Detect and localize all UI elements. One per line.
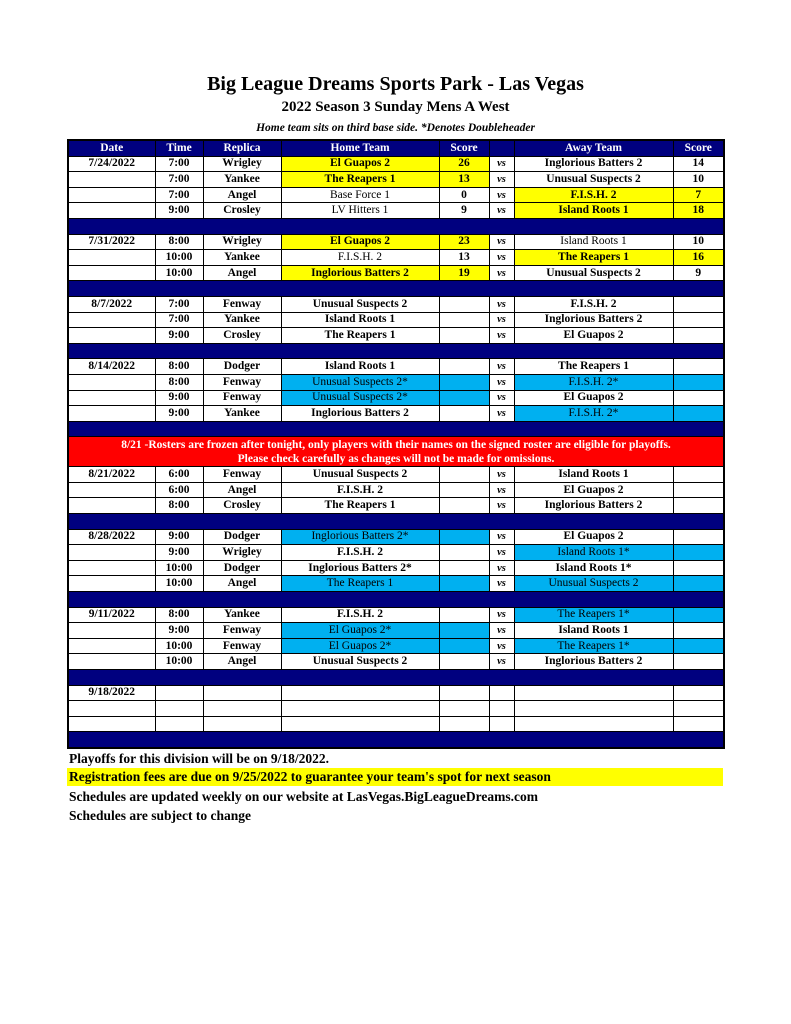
home-score-cell bbox=[439, 545, 489, 561]
change-note: Schedules are subject to change bbox=[69, 808, 251, 823]
home-team-cell bbox=[281, 701, 439, 717]
home-team-cell: F.I.S.H. 2 bbox=[281, 250, 439, 266]
date-cell bbox=[68, 638, 155, 654]
time-cell: 9:00 bbox=[155, 623, 203, 639]
date-cell bbox=[68, 406, 155, 422]
home-team-cell: The Reapers 1 bbox=[281, 328, 439, 344]
game-row bbox=[68, 545, 724, 561]
game-row bbox=[68, 312, 724, 328]
home-score-cell bbox=[439, 482, 489, 498]
away-team-cell: Island Roots 1 bbox=[514, 467, 673, 483]
home-score-cell bbox=[439, 607, 489, 623]
home-team-cell: F.I.S.H. 2 bbox=[281, 607, 439, 623]
date-cell bbox=[68, 498, 155, 514]
game-row bbox=[68, 623, 724, 639]
time-cell: 9:00 bbox=[155, 328, 203, 344]
home-score-cell bbox=[439, 406, 489, 422]
time-cell: 7:00 bbox=[155, 187, 203, 203]
col-replica: Replica bbox=[203, 140, 281, 156]
home-team-cell: Base Force 1 bbox=[281, 187, 439, 203]
away-score-cell: 14 bbox=[673, 156, 724, 172]
away-team-cell: The Reapers 1 bbox=[514, 250, 673, 266]
away-team-cell: Island Roots 1 bbox=[514, 623, 673, 639]
replica-cell: Angel bbox=[203, 265, 281, 281]
home-team-cell: Island Roots 1 bbox=[281, 312, 439, 328]
away-score-cell bbox=[673, 638, 724, 654]
away-team-cell: F.I.S.H. 2 bbox=[514, 187, 673, 203]
date-cell bbox=[68, 576, 155, 592]
roster-notice-line2: Please check carefully as changes will not be made for omissions. bbox=[237, 452, 555, 465]
date-cell bbox=[68, 482, 155, 498]
away-team-cell: The Reapers 1* bbox=[514, 607, 673, 623]
home-score-cell: 9 bbox=[439, 203, 489, 219]
home-score-cell bbox=[439, 312, 489, 328]
website-note: Schedules are updated weekly on our website at LasVegas.BigLeagueDreams.com bbox=[69, 789, 539, 804]
away-score-cell bbox=[673, 312, 724, 328]
date-cell bbox=[68, 203, 155, 219]
game-row bbox=[68, 156, 724, 172]
replica-cell: Angel bbox=[203, 187, 281, 203]
vs-cell: vs bbox=[489, 234, 514, 250]
replica-cell: Fenway bbox=[203, 623, 281, 639]
date-cell: 8/14/2022 bbox=[68, 359, 155, 375]
replica-cell: Wrigley bbox=[203, 234, 281, 250]
home-team-cell: F.I.S.H. 2 bbox=[281, 482, 439, 498]
vs-cell bbox=[489, 685, 514, 701]
game-row bbox=[68, 529, 724, 545]
home-score-cell: 13 bbox=[439, 250, 489, 266]
away-score-cell bbox=[673, 359, 724, 375]
away-score-cell: 18 bbox=[673, 203, 724, 219]
week-separator bbox=[68, 343, 724, 359]
away-score-cell bbox=[673, 560, 724, 576]
home-team-cell: El Guapos 2* bbox=[281, 638, 439, 654]
away-team-cell bbox=[514, 685, 673, 701]
time-cell: 8:00 bbox=[155, 374, 203, 390]
time-cell: 8:00 bbox=[155, 607, 203, 623]
home-score-cell bbox=[439, 374, 489, 390]
time-cell: 10:00 bbox=[155, 560, 203, 576]
date-cell bbox=[68, 250, 155, 266]
vs-cell: vs bbox=[489, 296, 514, 312]
game-row bbox=[68, 406, 724, 422]
home-score-cell: 0 bbox=[439, 187, 489, 203]
date-cell bbox=[68, 560, 155, 576]
game-row bbox=[68, 576, 724, 592]
home-score-cell bbox=[439, 654, 489, 670]
home-team-cell: LV Hitters 1 bbox=[281, 203, 439, 219]
vs-cell: vs bbox=[489, 482, 514, 498]
vs-cell: vs bbox=[489, 172, 514, 188]
home-team-cell: Unusual Suspects 2 bbox=[281, 296, 439, 312]
date-cell bbox=[68, 716, 155, 732]
home-team-cell: Unusual Suspects 2 bbox=[281, 467, 439, 483]
week-separator bbox=[68, 670, 724, 686]
home-team-cell: Inglorious Batters 2 bbox=[281, 406, 439, 422]
time-cell: 10:00 bbox=[155, 638, 203, 654]
game-row bbox=[68, 607, 724, 623]
game-row bbox=[68, 716, 724, 732]
away-score-cell bbox=[673, 607, 724, 623]
game-row bbox=[68, 701, 724, 717]
game-row bbox=[68, 390, 724, 406]
away-score-cell bbox=[673, 482, 724, 498]
vs-cell: vs bbox=[489, 498, 514, 514]
replica-cell: Fenway bbox=[203, 467, 281, 483]
date-cell bbox=[68, 328, 155, 344]
vs-cell: vs bbox=[489, 529, 514, 545]
week-separator bbox=[68, 421, 724, 437]
roster-notice-line1: 8/21 -Rosters are frozen after tonight, only players with their names on the signed roster are eligible for playoffs. bbox=[121, 438, 671, 451]
away-team-cell: Island Roots 1* bbox=[514, 545, 673, 561]
replica-cell: Crosley bbox=[203, 498, 281, 514]
home-score-cell: 19 bbox=[439, 265, 489, 281]
home-score-cell bbox=[439, 390, 489, 406]
game-row bbox=[68, 638, 724, 654]
home-score-cell bbox=[439, 467, 489, 483]
time-cell: 7:00 bbox=[155, 172, 203, 188]
game-row bbox=[68, 234, 724, 250]
home-team-cell: F.I.S.H. 2 bbox=[281, 545, 439, 561]
vs-cell: vs bbox=[489, 654, 514, 670]
page-subtitle: 2022 Season 3 Sunday Mens A West bbox=[281, 99, 510, 115]
time-cell: 6:00 bbox=[155, 482, 203, 498]
home-team-cell: The Reapers 1 bbox=[281, 172, 439, 188]
col-away-team: Away Team bbox=[514, 140, 673, 156]
col-away-score: Score bbox=[673, 140, 724, 156]
playoffs-note: Playoffs for this division will be on 9/18/2022. bbox=[69, 751, 330, 766]
vs-cell: vs bbox=[489, 328, 514, 344]
vs-cell: vs bbox=[489, 187, 514, 203]
home-team-cell: Unusual Suspects 2* bbox=[281, 374, 439, 390]
vs-cell: vs bbox=[489, 560, 514, 576]
schedule-body bbox=[68, 156, 724, 748]
away-score-cell bbox=[673, 406, 724, 422]
game-row bbox=[68, 296, 724, 312]
replica-cell: Yankee bbox=[203, 406, 281, 422]
away-score-cell bbox=[673, 498, 724, 514]
game-row bbox=[68, 685, 724, 701]
replica-cell bbox=[203, 716, 281, 732]
time-cell: 8:00 bbox=[155, 359, 203, 375]
away-team-cell: El Guapos 2 bbox=[514, 328, 673, 344]
home-team-note: Home team sits on third base side. *Denotes Doubleheader bbox=[256, 122, 535, 134]
date-cell bbox=[68, 187, 155, 203]
away-team-cell bbox=[514, 716, 673, 732]
date-cell: 7/24/2022 bbox=[68, 156, 155, 172]
home-score-cell: 23 bbox=[439, 234, 489, 250]
separator-cell bbox=[68, 670, 724, 686]
time-cell: 8:00 bbox=[155, 498, 203, 514]
away-team-cell: F.I.S.H. 2 bbox=[514, 296, 673, 312]
time-cell: 9:00 bbox=[155, 203, 203, 219]
replica-cell: Fenway bbox=[203, 374, 281, 390]
time-cell: 10:00 bbox=[155, 576, 203, 592]
date-cell bbox=[68, 172, 155, 188]
separator-cell bbox=[68, 421, 724, 437]
home-score-cell: 26 bbox=[439, 156, 489, 172]
date-cell bbox=[68, 701, 155, 717]
replica-cell: Crosley bbox=[203, 328, 281, 344]
game-row bbox=[68, 482, 724, 498]
date-cell bbox=[68, 265, 155, 281]
time-cell: 9:00 bbox=[155, 406, 203, 422]
game-row bbox=[68, 265, 724, 281]
away-team-cell: Unusual Suspects 2 bbox=[514, 576, 673, 592]
time-cell: 8:00 bbox=[155, 234, 203, 250]
home-score-cell bbox=[439, 716, 489, 732]
home-score-cell bbox=[439, 701, 489, 717]
game-row bbox=[68, 172, 724, 188]
time-cell: 9:00 bbox=[155, 545, 203, 561]
game-row bbox=[68, 250, 724, 266]
separator-cell bbox=[68, 281, 724, 297]
away-score-cell bbox=[673, 716, 724, 732]
away-score-cell bbox=[673, 296, 724, 312]
home-team-cell: The Reapers 1 bbox=[281, 498, 439, 514]
away-score-cell bbox=[673, 654, 724, 670]
away-score-cell bbox=[673, 529, 724, 545]
vs-cell: vs bbox=[489, 467, 514, 483]
week-separator bbox=[68, 218, 724, 234]
replica-cell: Yankee bbox=[203, 172, 281, 188]
vs-cell: vs bbox=[489, 359, 514, 375]
replica-cell: Wrigley bbox=[203, 156, 281, 172]
date-cell bbox=[68, 654, 155, 670]
home-score-cell bbox=[439, 576, 489, 592]
col-home-score: Score bbox=[439, 140, 489, 156]
away-score-cell bbox=[673, 701, 724, 717]
home-score-cell bbox=[439, 685, 489, 701]
schedule-table bbox=[67, 139, 725, 749]
time-cell: 7:00 bbox=[155, 296, 203, 312]
home-team-cell: Unusual Suspects 2 bbox=[281, 654, 439, 670]
col-home-team: Home Team bbox=[281, 140, 439, 156]
replica-cell: Yankee bbox=[203, 250, 281, 266]
replica-cell: Angel bbox=[203, 576, 281, 592]
game-row bbox=[68, 203, 724, 219]
roster-notice bbox=[68, 437, 724, 467]
week-separator bbox=[68, 514, 724, 530]
home-score-cell bbox=[439, 560, 489, 576]
away-team-cell: El Guapos 2 bbox=[514, 482, 673, 498]
away-team-cell: Inglorious Batters 2 bbox=[514, 654, 673, 670]
home-team-cell: El Guapos 2* bbox=[281, 623, 439, 639]
away-team-cell: Inglorious Batters 2 bbox=[514, 498, 673, 514]
away-team-cell: Island Roots 1 bbox=[514, 203, 673, 219]
home-team-cell: Inglorious Batters 2* bbox=[281, 529, 439, 545]
vs-cell: vs bbox=[489, 312, 514, 328]
time-cell: 7:00 bbox=[155, 312, 203, 328]
week-separator bbox=[68, 592, 724, 608]
home-score-cell bbox=[439, 498, 489, 514]
home-score-cell bbox=[439, 328, 489, 344]
page-title: Big League Dreams Sports Park - Las Vegas bbox=[207, 73, 584, 95]
away-score-cell bbox=[673, 390, 724, 406]
date-cell bbox=[68, 623, 155, 639]
home-team-cell bbox=[281, 685, 439, 701]
date-cell: 8/7/2022 bbox=[68, 296, 155, 312]
game-row bbox=[68, 374, 724, 390]
replica-cell: Fenway bbox=[203, 638, 281, 654]
vs-cell bbox=[489, 716, 514, 732]
vs-cell: vs bbox=[489, 390, 514, 406]
time-cell bbox=[155, 701, 203, 717]
away-team-cell: Inglorious Batters 2 bbox=[514, 156, 673, 172]
away-team-cell: F.I.S.H. 2* bbox=[514, 406, 673, 422]
replica-cell: Dodger bbox=[203, 560, 281, 576]
replica-cell bbox=[203, 701, 281, 717]
away-team-cell: F.I.S.H. 2* bbox=[514, 374, 673, 390]
away-score-cell: 10 bbox=[673, 172, 724, 188]
registration-note: Registration fees are due on 9/25/2022 to guarantee your team's spot for next season bbox=[67, 768, 723, 786]
home-score-cell bbox=[439, 296, 489, 312]
date-cell: 9/11/2022 bbox=[68, 607, 155, 623]
replica-cell: Yankee bbox=[203, 312, 281, 328]
header-row bbox=[68, 140, 724, 156]
date-cell: 8/28/2022 bbox=[68, 529, 155, 545]
away-team-cell: Unusual Suspects 2 bbox=[514, 265, 673, 281]
time-cell: 10:00 bbox=[155, 265, 203, 281]
date-cell: 9/18/2022 bbox=[68, 685, 155, 701]
away-score-cell bbox=[673, 545, 724, 561]
away-score-cell: 7 bbox=[673, 187, 724, 203]
game-row bbox=[68, 187, 724, 203]
replica-cell: Crosley bbox=[203, 203, 281, 219]
vs-cell: vs bbox=[489, 406, 514, 422]
away-team-cell: The Reapers 1* bbox=[514, 638, 673, 654]
date-cell bbox=[68, 312, 155, 328]
time-cell bbox=[155, 685, 203, 701]
time-cell: 9:00 bbox=[155, 390, 203, 406]
home-team-cell: Inglorious Batters 2 bbox=[281, 265, 439, 281]
col-vs bbox=[489, 140, 514, 156]
replica-cell: Fenway bbox=[203, 296, 281, 312]
away-score-cell bbox=[673, 623, 724, 639]
date-cell: 8/21/2022 bbox=[68, 467, 155, 483]
away-team-cell bbox=[514, 701, 673, 717]
away-score-cell: 10 bbox=[673, 234, 724, 250]
home-score-cell bbox=[439, 529, 489, 545]
replica-cell: Yankee bbox=[203, 607, 281, 623]
time-cell: 10:00 bbox=[155, 654, 203, 670]
vs-cell: vs bbox=[489, 250, 514, 266]
date-cell: 7/31/2022 bbox=[68, 234, 155, 250]
separator-cell bbox=[68, 732, 724, 748]
home-team-cell: Inglorious Batters 2* bbox=[281, 560, 439, 576]
vs-cell: vs bbox=[489, 607, 514, 623]
away-team-cell: Inglorious Batters 2 bbox=[514, 312, 673, 328]
home-score-cell bbox=[439, 623, 489, 639]
vs-cell: vs bbox=[489, 623, 514, 639]
away-team-cell: Island Roots 1 bbox=[514, 234, 673, 250]
vs-cell: vs bbox=[489, 576, 514, 592]
time-cell: 10:00 bbox=[155, 250, 203, 266]
home-score-cell bbox=[439, 359, 489, 375]
week-separator bbox=[68, 732, 724, 748]
home-team-cell: Unusual Suspects 2* bbox=[281, 390, 439, 406]
date-cell bbox=[68, 390, 155, 406]
home-team-cell: The Reapers 1 bbox=[281, 576, 439, 592]
away-team-cell: Island Roots 1* bbox=[514, 560, 673, 576]
game-row bbox=[68, 359, 724, 375]
replica-cell: Angel bbox=[203, 482, 281, 498]
replica-cell: Angel bbox=[203, 654, 281, 670]
time-cell: 9:00 bbox=[155, 529, 203, 545]
week-separator bbox=[68, 281, 724, 297]
replica-cell: Fenway bbox=[203, 390, 281, 406]
roster-notice-cell bbox=[68, 437, 724, 467]
game-row bbox=[68, 654, 724, 670]
home-team-cell: El Guapos 2 bbox=[281, 234, 439, 250]
vs-cell: vs bbox=[489, 156, 514, 172]
separator-cell bbox=[68, 592, 724, 608]
date-cell bbox=[68, 374, 155, 390]
replica-cell: Wrigley bbox=[203, 545, 281, 561]
replica-cell bbox=[203, 685, 281, 701]
separator-cell bbox=[68, 514, 724, 530]
vs-cell: vs bbox=[489, 545, 514, 561]
away-team-cell: El Guapos 2 bbox=[514, 529, 673, 545]
separator-cell bbox=[68, 218, 724, 234]
game-row bbox=[68, 467, 724, 483]
time-cell: 7:00 bbox=[155, 156, 203, 172]
vs-cell: vs bbox=[489, 638, 514, 654]
away-score-cell: 9 bbox=[673, 265, 724, 281]
game-row bbox=[68, 328, 724, 344]
game-row bbox=[68, 560, 724, 576]
time-cell: 6:00 bbox=[155, 467, 203, 483]
vs-cell: vs bbox=[489, 265, 514, 281]
away-team-cell: The Reapers 1 bbox=[514, 359, 673, 375]
away-team-cell: Unusual Suspects 2 bbox=[514, 172, 673, 188]
away-score-cell bbox=[673, 576, 724, 592]
away-team-cell: El Guapos 2 bbox=[514, 390, 673, 406]
col-time: Time bbox=[155, 140, 203, 156]
home-score-cell bbox=[439, 638, 489, 654]
away-score-cell bbox=[673, 467, 724, 483]
away-score-cell bbox=[673, 685, 724, 701]
time-cell bbox=[155, 716, 203, 732]
away-score-cell bbox=[673, 328, 724, 344]
home-team-cell: El Guapos 2 bbox=[281, 156, 439, 172]
date-cell bbox=[68, 545, 155, 561]
home-score-cell: 13 bbox=[439, 172, 489, 188]
replica-cell: Dodger bbox=[203, 529, 281, 545]
away-score-cell bbox=[673, 374, 724, 390]
vs-cell bbox=[489, 701, 514, 717]
game-row bbox=[68, 498, 724, 514]
home-team-cell: Island Roots 1 bbox=[281, 359, 439, 375]
replica-cell: Dodger bbox=[203, 359, 281, 375]
away-score-cell: 16 bbox=[673, 250, 724, 266]
home-team-cell bbox=[281, 716, 439, 732]
vs-cell: vs bbox=[489, 374, 514, 390]
separator-cell bbox=[68, 343, 724, 359]
col-date: Date bbox=[68, 140, 155, 156]
vs-cell: vs bbox=[489, 203, 514, 219]
